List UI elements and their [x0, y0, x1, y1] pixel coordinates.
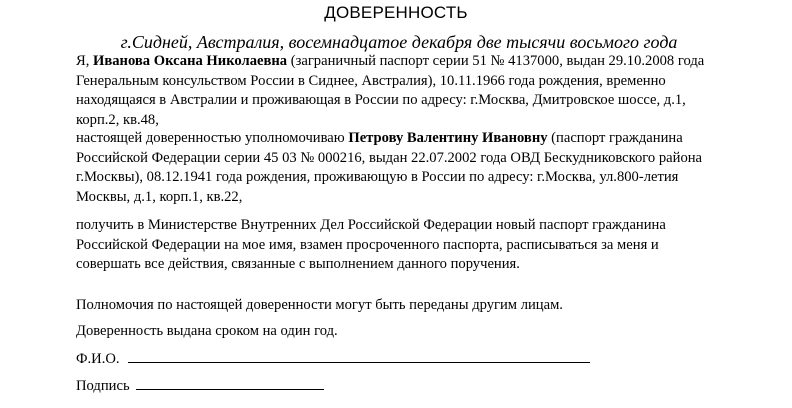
term-paragraph: Доверенность выдана сроком на один год.	[76, 323, 338, 339]
document-title: ДОВЕРЕННОСТЬ	[324, 3, 468, 22]
fio-blank-line	[128, 350, 590, 363]
attorney-details: (паспорт гражданина Российской Федерации серии 45 03 № 000216, выдан 22.07.2002 года ОВД Бескудниковского района г.Москвы), 08.12.1941 года рождения, проживающую в России по адресу: г.Москва, ул.800-летия Москвы, д.1, корп.1, кв.22,	[76, 130, 703, 205]
attorney-paragraph	[76, 129, 726, 207]
fio-label: Ф.И.О.	[76, 351, 120, 367]
attorney-name: Петрову Валентину Ивановну	[348, 130, 548, 146]
principal-paragraph	[76, 52, 726, 130]
fio-field	[76, 350, 590, 370]
principal-details: (заграничный паспорт серии 51 № 4137000, выдан 29.10.2008 года Генеральным консульством России в Сиднее, Австралия), 10.11.1966 года рождения, временно находящаяся в Австралии и проживающая в России по адресу: г.Москва, Дмитровское шоссе, д.1, корп.2, кв.48,	[76, 53, 705, 128]
signature-field	[76, 377, 324, 397]
powers-paragraph: получить в Министерстве Внутренних Дел Российской Федерации новый паспорт гражданина Российской Федерации на мое имя, взамен просроченного паспорта, расписываться за меня и совершать все действия, связанные с выполнением данного поручения.	[76, 217, 666, 272]
signature-blank-line	[136, 377, 324, 390]
attorney-prefix: настоящей доверенностью уполномочиваю	[76, 130, 349, 146]
delegation-paragraph: Полномочия по настоящей доверенности могут быть переданы другим лицам.	[76, 297, 563, 313]
place-and-date: г.Сидней, Австралия, восемнадцатое декабря две тысячи восьмого года	[120, 32, 678, 52]
principal-prefix: Я,	[76, 53, 94, 69]
principal-name: Иванова Оксана Николаевна	[93, 53, 288, 69]
signature-label: Подпись	[76, 378, 130, 394]
